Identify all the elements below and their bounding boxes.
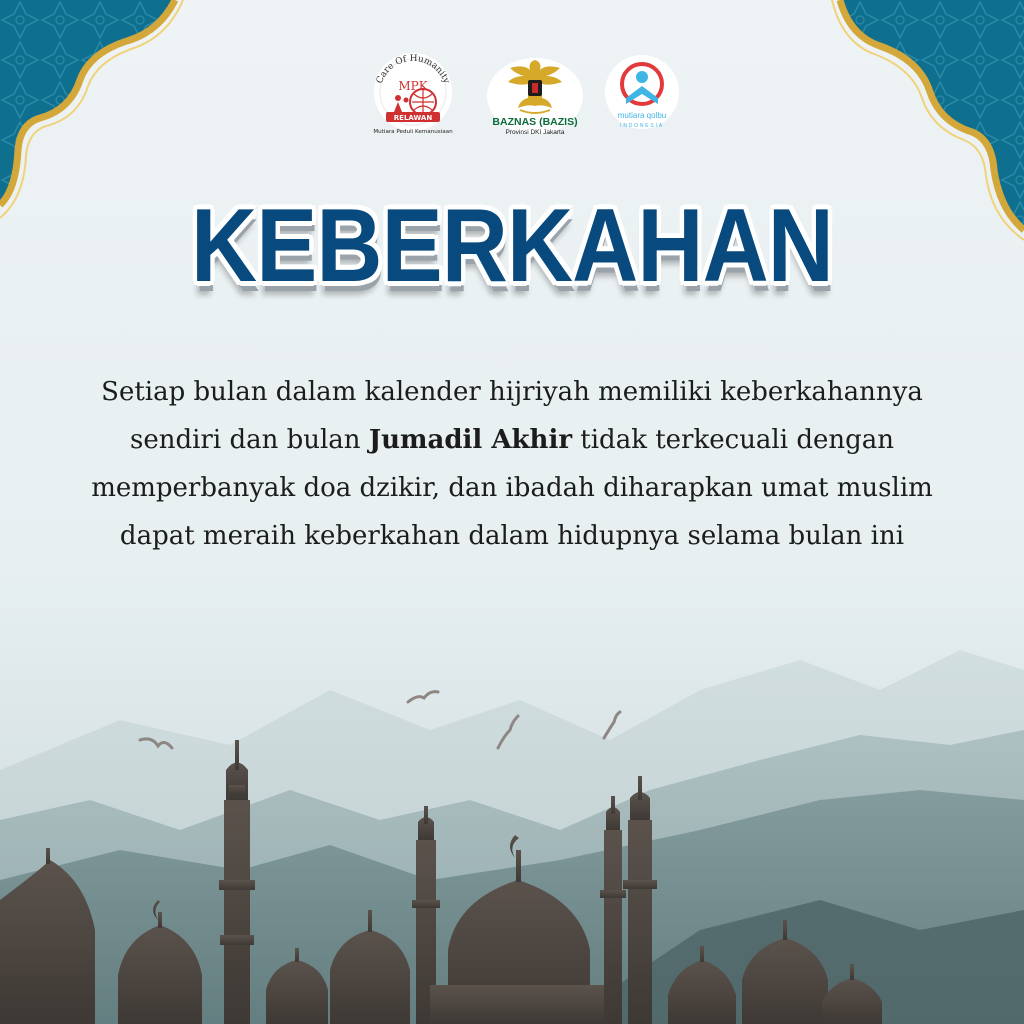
mutiara-qolbu-country: INDONESIA [620, 123, 664, 129]
mutiara-qolbu-logo [604, 52, 680, 138]
mpk-caption: Mutiara Peduli Kemanusiaan [373, 129, 453, 135]
body-line-2-end: tidak terkecuali dengan [572, 425, 894, 455]
mpk-ribbon: RELAWAN [393, 114, 433, 122]
mpk-initials: MPK [398, 79, 428, 93]
mpk-logo [366, 52, 460, 138]
body-line-1: Setiap bulan dalam kalender hijriyah memiliki keberkahannya [101, 377, 923, 407]
body-line-4: dapat meraih keberkahan dalam hidupnya selama bulan ini [119, 521, 905, 551]
body-line-3: memperbanyak doa dzikir, dan ibadah diharapkan umat muslim [91, 473, 933, 503]
baznas-logo [480, 52, 590, 138]
baznas-region: Provinsi DKI Jakarta [505, 129, 565, 136]
body-line-2 [60, 416, 964, 464]
body-paragraph [60, 368, 964, 560]
mpk-arc-text: Care Of Humanity [374, 53, 452, 86]
highlight-month: Jumadil Akhir [368, 425, 573, 455]
body-line-2-start: sendiri dan bulan [130, 425, 369, 455]
mutiara-qolbu-name: mutiara qolbu [617, 111, 667, 120]
headline: KEBERKAHAN [190, 188, 834, 304]
baznas-name: BAZNAS (BAZIS) [492, 116, 578, 128]
